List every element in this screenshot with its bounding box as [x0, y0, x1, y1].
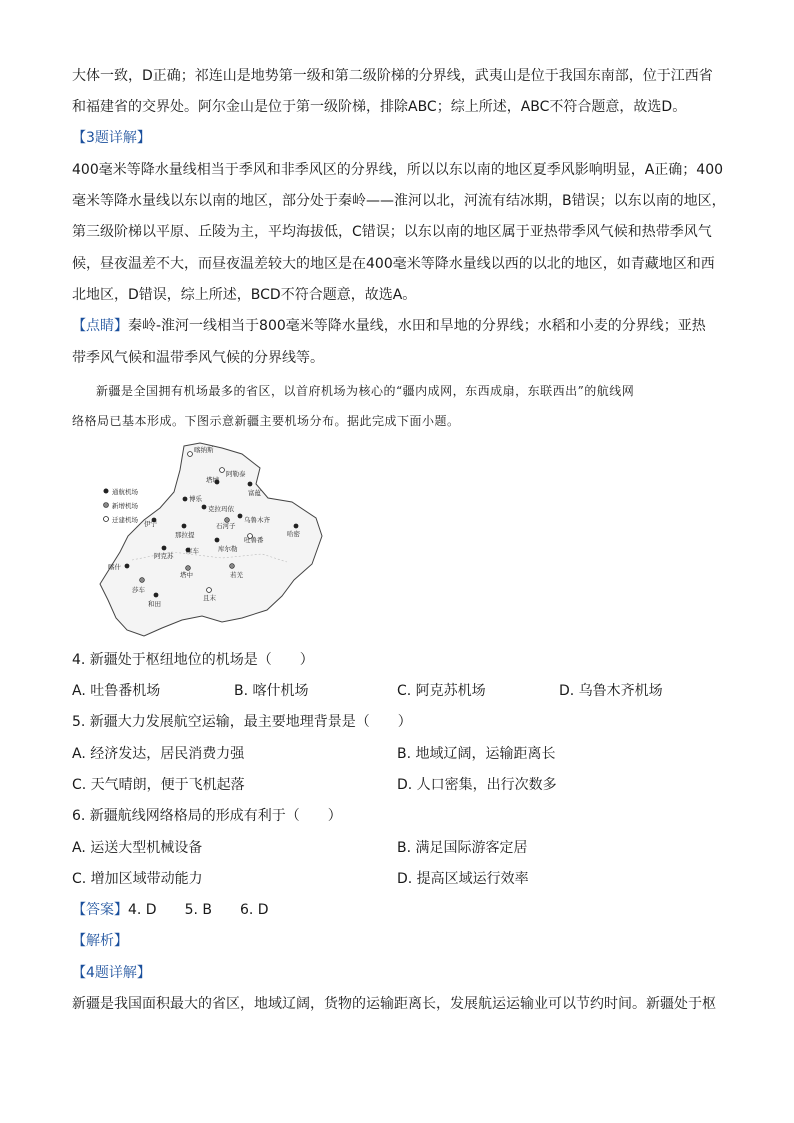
- airport-伊宁: [144, 518, 158, 528]
- answer-text: 4. D 5. B 6. D: [128, 902, 269, 918]
- q6-option-c[interactable]: C. 增加区域带动能力: [72, 871, 203, 887]
- svg-text:塔城: 塔城: [206, 476, 219, 484]
- svg-text:阿克苏: 阿克苏: [154, 552, 174, 560]
- q6-option-d[interactable]: D. 提高区域运行效率: [397, 871, 529, 887]
- q4-detail-header: 【4题详解】: [72, 965, 151, 981]
- text-line: 带季风气候和温带季风气候的分界线等。: [72, 350, 324, 366]
- svg-text:塔中: 塔中: [180, 571, 193, 579]
- svg-text:若羌: 若羌: [230, 571, 243, 579]
- legend-relocated-marker: [104, 517, 109, 522]
- svg-text:博乐: 博乐: [189, 495, 202, 503]
- svg-text:哈密: 哈密: [287, 530, 300, 538]
- q3-detail-header: 【3题详解】: [72, 130, 151, 146]
- text-line: 北地区，D错误，综上所述，BCD不符合题意，故选A。: [72, 287, 417, 303]
- analysis-tag: 【解析】: [72, 933, 128, 949]
- svg-text:莎车: 莎车: [132, 586, 145, 594]
- text-line: 候，昼夜温差不大，而昼夜温差较大的地区是在400毫米等降水量线以西的以北的地区，如青藏地区和西: [72, 256, 715, 272]
- intro-line: 新疆是全国拥有机场最多的省区，以首府机场为核心的“疆内成网，东西成扇，东联西出”的航线网: [96, 384, 635, 398]
- dianjing-paragraph: [72, 316, 706, 336]
- svg-text:且末: 且末: [203, 594, 216, 602]
- q5-option-a[interactable]: A. 经济发达，居民消费力强: [72, 746, 245, 762]
- svg-text:富蕴: 富蕴: [248, 489, 261, 497]
- svg-text:库尔勒: 库尔勒: [218, 545, 238, 553]
- svg-text:石河子: 石河子: [216, 522, 236, 530]
- q4-option-c[interactable]: C. 阿克苏机场: [397, 683, 486, 699]
- q5-option-d[interactable]: D. 人口密集，出行次数多: [397, 777, 557, 793]
- region-outline: [100, 443, 322, 636]
- svg-text:和田: 和田: [148, 600, 161, 608]
- svg-text:吐鲁番: 吐鲁番: [244, 536, 264, 544]
- svg-text:阿勒泰: 阿勒泰: [226, 470, 246, 478]
- legend-new-marker: [104, 503, 109, 508]
- answer-tag: 【答案】: [72, 902, 128, 918]
- intro-line: 络格局已基本形成。下图示意新疆主要机场分布。据此完成下面小题。: [72, 414, 460, 428]
- q5-option-c[interactable]: C. 天气晴朗，便于飞机起落: [72, 777, 245, 793]
- text-line: 秦岭-淮河一线相当于800毫米等降水量线，水田和旱地的分界线；水稻和小麦的分界线；亚热: [128, 318, 706, 334]
- airport-库车: [186, 546, 200, 555]
- svg-text:那拉提: 那拉提: [175, 531, 195, 539]
- legend-new-label: 新增机场: [112, 502, 138, 510]
- xinjiang-airport-map: [72, 440, 327, 645]
- airport-塔城: [206, 475, 220, 484]
- text-line: 新疆是我国面积最大的省区，地域辽阔，货物的运输距离长，发展航运运输业可以节约时间。新疆处于枢: [72, 996, 716, 1012]
- dianjing-tag: 【点睛】: [72, 318, 128, 334]
- q4-stem: 4. 新疆处于枢纽地位的机场是（ ）: [72, 652, 314, 668]
- svg-text:克拉玛依: 克拉玛依: [208, 505, 234, 513]
- svg-text:库车: 库车: [186, 547, 199, 555]
- legend-existing-marker: [104, 489, 109, 494]
- text-line: 第三级阶梯以平原、丘陵为主，平均海拔低，C错误；以东以南的地区属于亚热带季风气候和热带季风气: [72, 224, 712, 240]
- legend-relocated-label: 迁建机场: [112, 516, 138, 524]
- text-line: 和福建省的交界处。阿尔金山是位于第一级阶梯，排除ABC；综上所述，ABC不符合题意，故选D。: [72, 99, 687, 115]
- q6-stem: 6. 新疆航线网络格局的形成有利于（ ）: [72, 808, 342, 824]
- legend-existing-label: 通航机场: [112, 488, 138, 496]
- text-line: 毫米等降水量线以东以南的地区，部分处于秦岭——淮河以北，河流有结冰期，B错误；以东以南的地区，: [72, 193, 726, 209]
- q5-stem: 5. 新疆大力发展航空运输，最主要地理背景是（ ）: [72, 714, 412, 730]
- svg-text:喀什: 喀什: [108, 563, 121, 571]
- q6-option-a[interactable]: A. 运送大型机械设备: [72, 840, 203, 856]
- q5-option-b[interactable]: B. 地域辽阔，运输距离长: [397, 746, 556, 762]
- q4-option-d[interactable]: D. 乌鲁木齐机场: [559, 683, 663, 699]
- q4-option-b[interactable]: B. 喀什机场: [234, 683, 309, 699]
- q4-option-a[interactable]: A. 吐鲁番机场: [72, 683, 161, 699]
- svg-text:喀纳斯: 喀纳斯: [194, 446, 214, 454]
- answer-line: [72, 900, 269, 920]
- text-line: 大体一致，D正确；祁连山是地势第一级和第二级阶梯的分界线，武夷山是位于我国东南部，位于江西省: [72, 68, 713, 84]
- q6-option-b[interactable]: B. 满足国际游客定居: [397, 840, 528, 856]
- svg-text:乌鲁木齐: 乌鲁木齐: [244, 516, 270, 524]
- airport-吐鲁番: [244, 534, 264, 544]
- svg-text:伊宁: 伊宁: [144, 520, 157, 528]
- text-line: 400毫米等降水量线相当于季风和非季风区的分界线，所以以东以南的地区夏季风影响明显，A正确；400: [72, 162, 724, 178]
